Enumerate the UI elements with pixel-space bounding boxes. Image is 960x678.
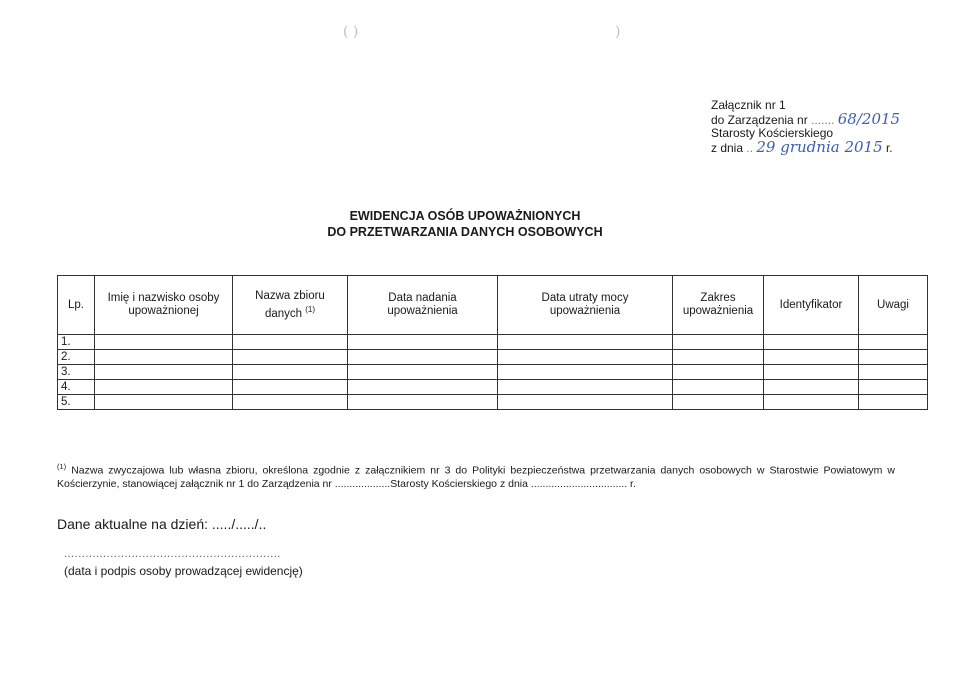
cell-identifier[interactable]: [764, 365, 859, 380]
attachment-order-line: [711, 109, 901, 128]
cell-name[interactable]: [95, 395, 233, 410]
footnote-marker: (1): [57, 462, 67, 471]
order-dots: .......: [811, 112, 835, 127]
cell-expiry-date[interactable]: [498, 395, 673, 410]
row-number: 3.: [58, 365, 95, 380]
cell-name[interactable]: [95, 350, 233, 365]
row-number: 2.: [58, 350, 95, 365]
cell-identifier[interactable]: [764, 380, 859, 395]
attachment-header: [711, 99, 900, 155]
header-expiry-date: Data utraty mocy upoważnienia: [498, 276, 673, 335]
cell-notes[interactable]: [859, 335, 928, 350]
date-dots: ..: [746, 140, 754, 155]
header-grant-date: Data nadania upoważnienia: [348, 276, 498, 335]
cell-name[interactable]: [95, 335, 233, 350]
footnote: [57, 460, 895, 491]
order-prefix: do Zarządzenia nr: [711, 112, 808, 127]
table-row: [58, 380, 928, 395]
cell-scope[interactable]: [673, 365, 764, 380]
row-number: 1.: [58, 335, 95, 350]
cell-identifier[interactable]: [764, 350, 859, 365]
cell-data-set[interactable]: [233, 380, 348, 395]
table-row: [58, 350, 928, 365]
cell-data-set[interactable]: [233, 365, 348, 380]
cell-data-set[interactable]: [233, 335, 348, 350]
footnote-text: Nazwa zwyczajowa lub własna zbioru, określona zgodnie z załącznikiem nr 3 do Polityki bezpieczeństwa przetwarzania danych osobowych w Starostwie Powiatowym w Kościerzynie, stanowiącej załącznik nr 1 do Zarządzenia nr ...................Starosty Kościerskiego z dnia ................................. r.: [57, 464, 895, 490]
cell-scope[interactable]: [673, 395, 764, 410]
data-current-as-of: Dane aktualne na dzień: ...../...../..: [57, 516, 267, 532]
cell-identifier[interactable]: [764, 335, 859, 350]
cell-grant-date[interactable]: [348, 335, 498, 350]
row-number: 4.: [58, 380, 95, 395]
cell-data-set[interactable]: [233, 395, 348, 410]
header-scope: Zakres upoważnienia: [673, 276, 764, 335]
scan-mark-right: ): [615, 24, 621, 40]
cell-identifier[interactable]: [764, 395, 859, 410]
table-row: [58, 365, 928, 380]
cell-notes[interactable]: [859, 395, 928, 410]
register-table: [57, 275, 928, 410]
scan-mark-left: ( ): [343, 24, 359, 40]
cell-grant-date[interactable]: [348, 380, 498, 395]
header-lp: Lp.: [58, 276, 95, 335]
cell-expiry-date[interactable]: [498, 365, 673, 380]
cell-expiry-date[interactable]: [498, 350, 673, 365]
cell-name[interactable]: [95, 380, 233, 395]
cell-name[interactable]: [95, 365, 233, 380]
signature-caption: (data i podpis osoby prowadzącej ewidencję): [64, 564, 303, 578]
row-number: 5.: [58, 395, 95, 410]
cell-notes[interactable]: [859, 380, 928, 395]
cell-scope[interactable]: [673, 335, 764, 350]
date-suffix: r.: [885, 140, 893, 155]
cell-grant-date[interactable]: [348, 395, 498, 410]
attachment-authority: Starosty Kościerskiego: [711, 126, 834, 140]
cell-notes[interactable]: [859, 365, 928, 380]
header-identifier: Identyfikator: [764, 276, 859, 335]
cell-scope[interactable]: [673, 350, 764, 365]
header-name: Imię i nazwisko osoby upoważnionej: [95, 276, 233, 335]
attachment-number: Załącznik nr 1: [711, 98, 786, 112]
document-title: [0, 208, 930, 240]
cell-grant-date[interactable]: [348, 365, 498, 380]
table-header-row: [58, 276, 928, 335]
cell-notes[interactable]: [859, 350, 928, 365]
attachment-date-line: [711, 137, 900, 156]
title-line-2: DO PRZETWARZANIA DANYCH OSOBOWYCH: [327, 225, 603, 239]
table-row: [58, 395, 928, 410]
cell-grant-date[interactable]: [348, 350, 498, 365]
cell-data-set[interactable]: [233, 350, 348, 365]
cell-expiry-date[interactable]: [498, 335, 673, 350]
cell-scope[interactable]: [673, 380, 764, 395]
header-notes: Uwagi: [859, 276, 928, 335]
date-prefix: z dnia: [711, 140, 744, 155]
title-line-1: EWIDENCJA OSÓB UPOWAŻNIONYCH: [349, 209, 581, 223]
date-handwritten: 29 grudnia 2015: [756, 137, 883, 156]
table-row: [58, 335, 928, 350]
order-number-handwritten: 68/2015: [837, 109, 901, 128]
header-data-set: Nazwa zbioru danych $^{(1)}$: [233, 276, 348, 335]
signature-line: .............................................................: [64, 548, 281, 560]
cell-expiry-date[interactable]: [498, 380, 673, 395]
